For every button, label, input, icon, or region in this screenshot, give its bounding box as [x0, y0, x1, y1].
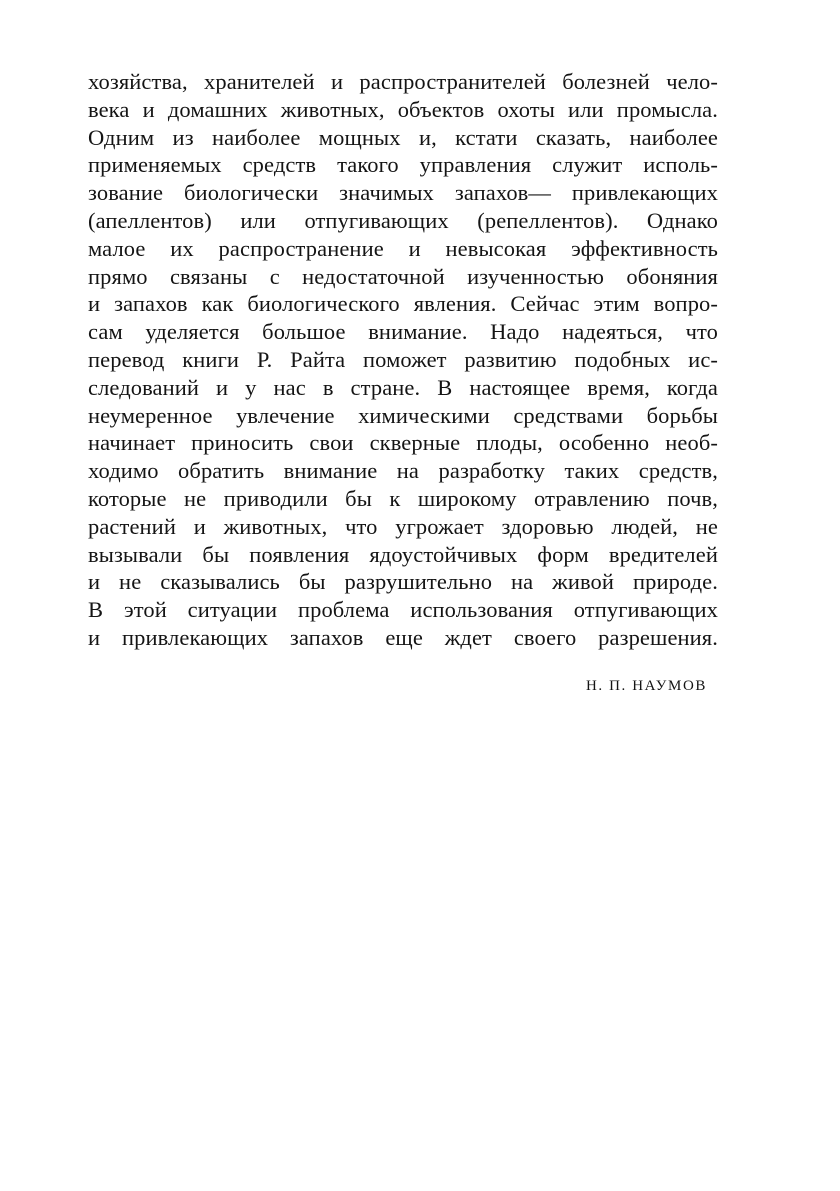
text-line: растений и животных, что угрожает здоровью людей, не: [88, 513, 718, 539]
text-line: Одним из наиболее мощных и, кстати сказать, наиболее: [88, 124, 718, 150]
text-line: неумеренное увлечение химическими средствами борьбы: [88, 402, 718, 428]
text-line: сам уделяется большое внимание. Надо надеяться, что: [88, 319, 718, 345]
text-line: следований и у нас в стране. В настоящее время, когда: [88, 374, 718, 400]
text-line: и запахов как биологического явления. Сейчас этим вопро-: [88, 291, 718, 317]
text-line: ходимо обратить внимание на разработку таких средств,: [88, 458, 718, 484]
body-text: [88, 68, 718, 652]
text-line: (апеллентов) или отпугивающих (репеллентов). Однако: [88, 207, 718, 233]
text-line: и не сказывались бы разрушительно на живой природе.: [88, 569, 718, 595]
text-line: малое их распространение и невысокая эффективность: [88, 235, 718, 261]
text-line: хозяйства, хранителей и распространителей болезней чело-: [88, 69, 718, 94]
text-line: вызывали бы появления ядоустойчивых форм вредителей: [88, 541, 718, 567]
text-line: зование биологически значимых запахов— привлекающих: [88, 180, 718, 206]
text-line: прямо связаны с недостаточной изученностью обоняния: [88, 263, 718, 289]
text-line: века и домашних животных, объектов охоты или промысла.: [88, 96, 718, 122]
text-line: которые не приводили бы к широкому отравлению почв,: [88, 485, 718, 511]
author-signature: Н. П. НАУМОВ: [585, 678, 707, 694]
text-line: и привлекающих запахов еще ждет своего разрешения.: [88, 624, 718, 650]
text-line: перевод книги Р. Райта поможет развитию подобных ис-: [88, 346, 718, 372]
text-line: применяемых средств такого управления служит исполь-: [88, 152, 718, 178]
text-line: начинает приносить свои скверные плоды, особенно необ-: [88, 430, 718, 456]
text-line: В этой ситуации проблема использования отпугивающих: [88, 597, 718, 623]
